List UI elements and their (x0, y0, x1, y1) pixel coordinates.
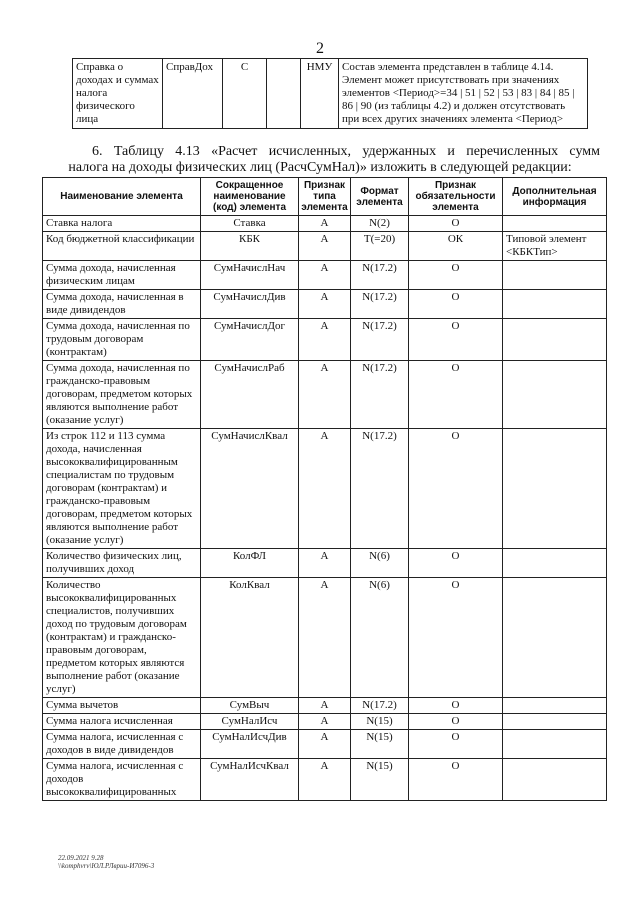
element-code: СумНачислКвал (201, 429, 299, 549)
element-format: N(6) (351, 549, 409, 578)
element-code: КолФЛ (201, 549, 299, 578)
column-header: Признак обязательности элемента (409, 178, 503, 216)
element-name: Ставка налога (43, 216, 201, 232)
element-name: Сумма налога, исчисленная с доходов в виде дивидендов (43, 730, 201, 759)
element-type: А (299, 549, 351, 578)
table-row (73, 59, 588, 129)
element-format: N(17.2) (351, 290, 409, 319)
element-mandatory: О (409, 319, 503, 361)
column-header: Дополнительная информация (503, 178, 607, 216)
element-name: Из строк 112 и 113 сумма дохода, начисленная высококвалифицированным специалистам по трудовым договорам (контрактам) и гражданско-правовым договорам, предметом которых являются выполнение работ (оказание услуг) (43, 429, 201, 549)
element-name: Справка о доходах и суммах налога физического лица (73, 59, 163, 129)
element-name: Количество физических лиц, получивших доход (43, 549, 201, 578)
element-mandatory: О (409, 578, 503, 698)
table-header-row (43, 178, 607, 216)
element-code: КолКвал (201, 578, 299, 698)
table-row (43, 290, 607, 319)
table-row (43, 730, 607, 759)
element-code: СумВыч (201, 698, 299, 714)
element-info (503, 429, 607, 549)
element-type: А (299, 578, 351, 698)
column-header: Признак типа элемента (299, 178, 351, 216)
element-type: А (299, 759, 351, 801)
element-format: N(6) (351, 578, 409, 698)
top-table-fragment (72, 58, 588, 129)
element-format: T(=20) (351, 232, 409, 261)
element-format: N(17.2) (351, 361, 409, 429)
element-mandatory: О (409, 698, 503, 714)
element-code: СумНачислДив (201, 290, 299, 319)
heading-line-2: налога на доходы физических лиц (РасчСумНал)» изложить в следующей редакции: (68, 160, 572, 175)
footer-date: 22.09.2021 9.28 (58, 854, 104, 862)
element-mandatory: О (409, 714, 503, 730)
element-info (503, 714, 607, 730)
element-name: Сумма налога, исчисленная с доходов высококвалифицированных (43, 759, 201, 801)
element-info (503, 319, 607, 361)
element-code: СумНачислДог (201, 319, 299, 361)
element-info (503, 578, 607, 698)
element-mandatory: НМУ (301, 59, 339, 129)
element-mandatory: О (409, 549, 503, 578)
element-name: Код бюджетной классификации (43, 232, 201, 261)
element-info (503, 549, 607, 578)
element-mandatory: О (409, 759, 503, 801)
element-type: А (299, 730, 351, 759)
main-table (42, 177, 607, 801)
element-format: N(17.2) (351, 698, 409, 714)
element-info: Типовой элемент <КБКТип> (503, 232, 607, 261)
element-name: Количество высококвалифицированных специалистов, получивших доход по трудовым договорам (контрактам) и гражданско-правовым договорам, предметом которых являются выполнение работ (оказание услуг) (43, 578, 201, 698)
footer-path: \\komphvrv\ЮЛ.РЛврии-И7096-3 (58, 862, 155, 870)
element-name: Сумма вычетов (43, 698, 201, 714)
element-type: А (299, 232, 351, 261)
element-mandatory: О (409, 216, 503, 232)
page-number: 2 (316, 40, 324, 57)
element-info (503, 759, 607, 801)
element-mandatory: О (409, 429, 503, 549)
element-mandatory: О (409, 730, 503, 759)
element-type: А (299, 714, 351, 730)
element-type: А (299, 261, 351, 290)
element-code: СправДох (163, 59, 223, 129)
table-row (43, 698, 607, 714)
element-name: Сумма дохода, начисленная в виде дивидендов (43, 290, 201, 319)
element-format: N(2) (351, 216, 409, 232)
element-code: СумНачислРаб (201, 361, 299, 429)
element-mandatory: ОК (409, 232, 503, 261)
element-mandatory: О (409, 290, 503, 319)
element-type: С (223, 59, 267, 129)
element-name: Сумма дохода, начисленная по трудовым договорам (контрактам) (43, 319, 201, 361)
element-type: А (299, 290, 351, 319)
element-info (503, 290, 607, 319)
column-header: Наименование элемента (43, 178, 201, 216)
element-info (503, 698, 607, 714)
element-code: Ставка (201, 216, 299, 232)
element-info (503, 361, 607, 429)
element-format: N(17.2) (351, 319, 409, 361)
element-mandatory: О (409, 361, 503, 429)
table-row (43, 261, 607, 290)
element-format (267, 59, 301, 129)
table-row (43, 759, 607, 801)
element-info (503, 261, 607, 290)
element-mandatory: О (409, 261, 503, 290)
element-format: N(17.2) (351, 429, 409, 549)
element-format: N(17.2) (351, 261, 409, 290)
element-type: А (299, 216, 351, 232)
element-format: N(15) (351, 759, 409, 801)
table-row (43, 232, 607, 261)
element-info (503, 730, 607, 759)
table-row (43, 429, 607, 549)
element-format: N(15) (351, 730, 409, 759)
column-header: Формат элемента (351, 178, 409, 216)
column-header: Сокращенное наименование (код) элемента (201, 178, 299, 216)
section-heading (40, 144, 600, 176)
table-row (43, 361, 607, 429)
element-code: СумНалИсчДив (201, 730, 299, 759)
element-type: А (299, 429, 351, 549)
table-row (43, 319, 607, 361)
element-format: N(15) (351, 714, 409, 730)
element-name: Сумма дохода, начисленная по гражданско-правовым договорам, предметом которых являются выполнение работ (оказание услуг) (43, 361, 201, 429)
element-name: Сумма налога исчисленная (43, 714, 201, 730)
heading-line-1: 6. Таблицу 4.13 «Расчет исчисленных, удержанных и перечисленных сумм (92, 144, 600, 159)
element-info (503, 216, 607, 232)
table-row (43, 549, 607, 578)
element-code: КБК (201, 232, 299, 261)
table-row (43, 714, 607, 730)
footer-stamp (58, 854, 154, 870)
element-code: СумНачислНач (201, 261, 299, 290)
element-code: СумНалИсчКвал (201, 759, 299, 801)
table-row (43, 578, 607, 698)
element-type: А (299, 361, 351, 429)
element-name: Сумма дохода, начисленная физическим лицам (43, 261, 201, 290)
element-type: А (299, 698, 351, 714)
element-type: А (299, 319, 351, 361)
element-code: СумНалИсч (201, 714, 299, 730)
element-info: Состав элемента представлен в таблице 4.14. Элемент может присутствовать при значениях элементов <Период>=34 | 51 | 52 | 53 | 83 | 84 | 85 | 86 | 90 (из таблицы 4.2) и должен отсутствовать при всех других значениях элемента <Период> (339, 59, 588, 129)
table-row (43, 216, 607, 232)
